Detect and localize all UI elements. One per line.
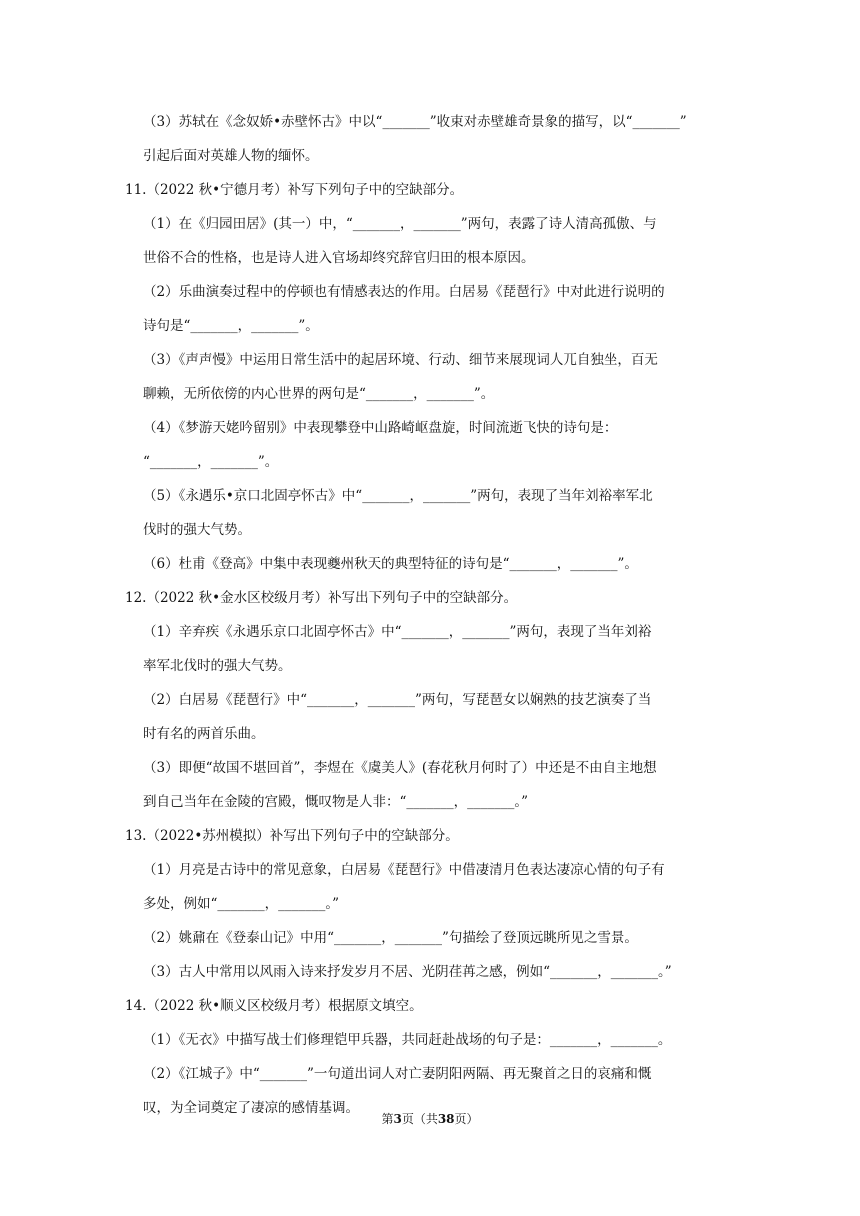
text-line: 伐时的强大气势。 — [143, 522, 251, 538]
text-line: 时有名的两首乐曲。 — [143, 726, 265, 742]
text-line: 聊赖，无所依傍的内心世界的两句是“_______，_______”。 — [143, 386, 495, 402]
text-line: （4）《梦游天姥吟留别》中表现攀登中山路崎岖盘旋，时间流逝飞快的诗句是： — [143, 420, 618, 436]
footer-total-pages: 38 — [437, 1112, 455, 1126]
text-line: 叹，为全词奠定了凄凉的感情基调。 — [143, 1100, 359, 1116]
text-line: （2）姚鼐在《登泰山记》中用“_______，_______”句描绘了登顶远眺所见之雪景。 — [143, 930, 638, 946]
text-line: （3）苏轼在《念奴娇•赤壁怀古》中以“_______”收束对赤壁雄奇景象的描写，以“_______” — [143, 114, 687, 130]
question-heading-11: 11.（2022 秋•宁德月考）补写下列句子中的空缺部分。 — [125, 182, 464, 198]
text-line: 世俗不合的性格，也是诗人进入官场却终究辞官归田的根本原因。 — [143, 250, 535, 266]
text-line: （1）月亮是古诗中的常见意象，白居易《琵琶行》中借凄清月色表达凄凉心情的句子有 — [143, 862, 665, 878]
text-line: 率军北伐时的强大气势。 — [143, 658, 292, 674]
text-line: （3）即便“故国不堪回首”，李煜在《虞美人》(春花秋月何时了）中还是不由自主地想 — [143, 760, 657, 776]
text-line: 到自己当年在金陵的宫殿，慨叹物是人非：“_______，_______。” — [143, 794, 529, 810]
text-line: （3）古人中常用以风雨入诗来抒发岁月不居、光阴荏苒之感，例如“_______，_______。” — [143, 964, 672, 980]
text-line: （2）乐曲演奏过程中的停顿也有情感表达的作用。白居易《琵琶行》中对此进行说明的 — [143, 284, 665, 300]
text-line: （6）杜甫《登高》中集中表现夔州秋天的典型特征的诗句是“_______，_______”。 — [143, 556, 638, 572]
text-line: 多处，例如“_______，_______。” — [143, 896, 340, 912]
text-line: （2）《江城子》中“_______”一句道出词人对亡妻阴阳两隔、再无聚首之日的哀痛和慨 — [143, 1066, 652, 1082]
text-line: （2）白居易《琵琶行》中“_______，_______”两句，写琵琶女以娴熟的技艺演奏了当 — [143, 692, 652, 708]
text-line: 诗句是“_______，_______”。 — [143, 318, 319, 334]
text-line: （1）在《归园田居》(其一）中，“_______，_______”两句，表露了诗人清高孤傲、与 — [143, 216, 657, 232]
footer-middle: 页（共 — [401, 1112, 438, 1126]
text-line: “_______，_______”。 — [143, 454, 279, 470]
text-line: （1）辛弃疾《永遇乐京口北固亭怀古》中“_______，_______”两句，表现了当年刘裕 — [143, 624, 652, 640]
page-content — [125, 105, 737, 1125]
footer-prefix: 第 — [381, 1112, 394, 1126]
question-heading-12: 12.（2022 秋•金水区校级月考）补写出下列句子中的空缺部分。 — [125, 590, 518, 606]
text-line: （3）《声声慢》中运用日常生活中的起居环境、行动、细节来展现词人兀自独坐，百无 — [143, 352, 658, 368]
footer-suffix: 页） — [454, 1112, 479, 1126]
footer-page-number: 3 — [393, 1112, 402, 1126]
page-footer — [0, 1110, 860, 1127]
question-heading-13: 13.（2022•苏州模拟）补写出下列句子中的空缺部分。 — [125, 828, 459, 844]
text-line: （5）《永遇乐•京口北固亭怀古》中“_______，_______”两句，表现了当年刘裕率军北 — [143, 488, 653, 504]
question-heading-14: 14.（2022 秋•顺义区校级月考）根据原文填空。 — [125, 998, 423, 1014]
text-line: （1）《无衣》中描写战士们修理铠甲兵器，共同赶赴战场的句子是：_______，_______。 — [143, 1032, 672, 1048]
text-line: 引起后面对英雄人物的缅怀。 — [143, 148, 319, 164]
